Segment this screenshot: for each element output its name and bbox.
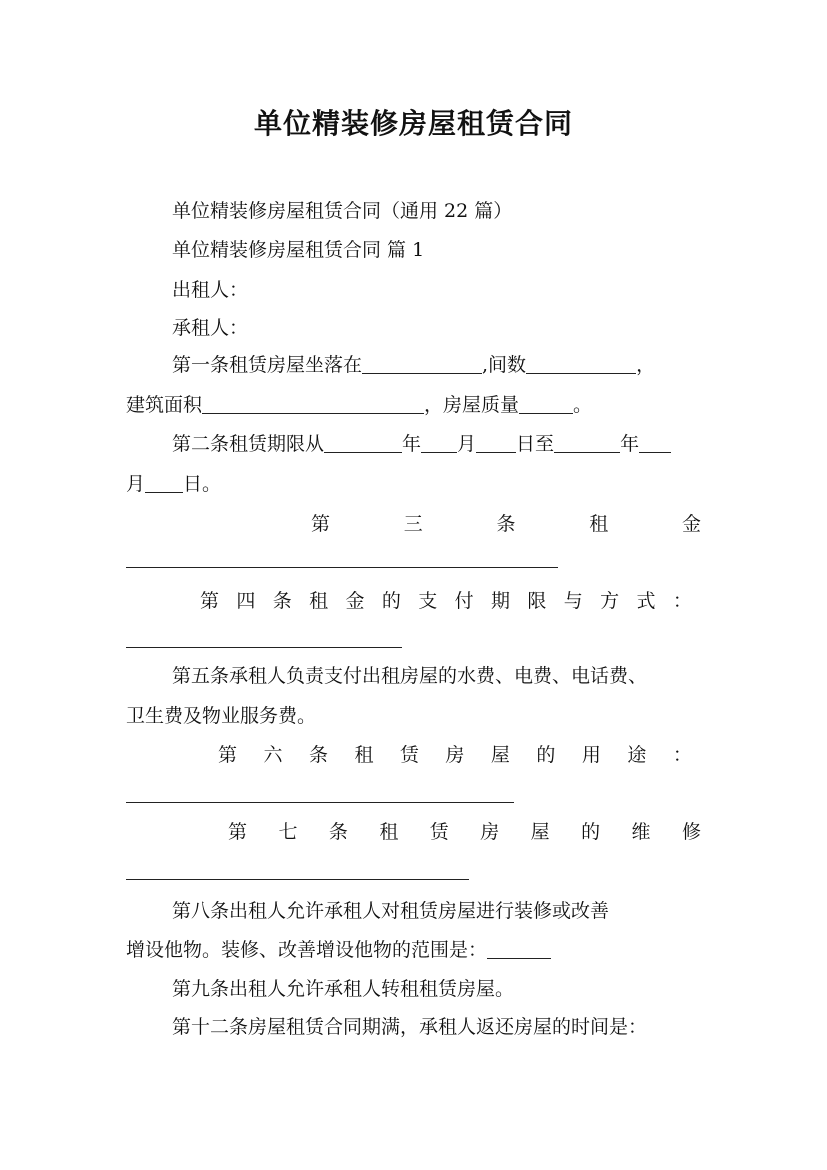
article-5-line-1: 第五条承租人负责支付出租房屋的水费、电费、电话费、 [172,665,648,687]
article-2-text-f: 月 [126,473,146,495]
section-heading: 单位精装修房屋租赁合同 篇 1 [172,239,425,261]
article-1-text-c: ， [636,354,656,376]
article-7-char: 屋 [530,821,550,843]
article-7-char: 七 [278,821,298,843]
article-1-line-2 [126,393,701,417]
article-2-line-1 [172,432,701,456]
start-year-blank [324,434,402,453]
article-4-char: 条 [272,590,292,612]
room-count-blank [526,355,636,374]
article-4-char: 与 [563,590,583,612]
article-6-char: 的 [536,744,556,766]
article-2-text-d: 日至 [516,433,555,455]
repair-blank [126,879,469,880]
article-6-char: 六 [263,744,283,766]
article-2-text-e: 年 [620,433,640,455]
article-1-text-d: 建筑面积 [126,394,203,416]
end-day-blank [145,474,183,493]
article-1-line-1 [172,353,701,377]
payment-terms-blank [126,647,402,648]
article-1-text-b: ,间数 [482,354,527,376]
rent-blank [126,567,558,568]
article-4-char: 四 [236,590,256,612]
article-4-heading [200,589,692,613]
article-4-char: 支 [418,590,438,612]
document-title: 单位精装修房屋租赁合同 [253,107,573,140]
article-2-text-a: 第二条租赁期限从 [172,433,325,455]
article-7-char: 赁 [429,821,449,843]
article-7-char: 的 [581,821,601,843]
article-4-char: 的 [381,590,401,612]
article-6-char: 条 [308,744,328,766]
quality-blank [519,395,573,414]
article-3-char: 金 [681,513,701,535]
article-4-char: 租 [309,590,329,612]
article-6-char: 赁 [399,744,419,766]
article-3-char: 三 [403,513,423,535]
article-6-char: 用 [581,744,601,766]
article-7-heading [228,820,701,844]
article-8-text: 增设他物。装修、改善增设他物的范围是： [126,939,488,961]
article-7-char: 房 [480,821,500,843]
end-month-blank [639,434,671,453]
end-year-blank [554,434,620,453]
article-1-text-f: 。 [573,394,593,416]
article-3-char: 条 [496,513,516,535]
lessor-line: 出租人： [172,279,249,301]
article-7-char: 租 [379,821,399,843]
usage-blank [126,802,514,803]
floor-area-blank [202,395,424,414]
article-6-char: 租 [354,744,374,766]
article-7-char: 条 [328,821,348,843]
article-4-char: ： [672,590,692,612]
article-6-char: 途 [627,744,647,766]
article-7-char: 维 [631,821,651,843]
start-month-blank [421,434,457,453]
article-2-text-c: 月 [457,433,477,455]
article-3-heading [311,512,701,536]
article-7-char: 第 [228,821,248,843]
article-12-line: 第十二条房屋租赁合同期满，承租人返还房屋的时间是： [172,1016,648,1038]
article-2-text-b: 年 [402,433,422,455]
article-6-char: 第 [218,744,238,766]
article-3-char: 租 [589,513,609,535]
article-4-char: 限 [527,590,547,612]
article-1-text-e: ，房屋质量 [424,394,520,416]
article-9-line: 第九条出租人允许承租人转租租赁房屋。 [172,978,515,1000]
article-8-line-1: 第八条出租人允许承租人对租赁房屋进行装修或改善 [172,900,610,922]
article-4-char: 付 [454,590,474,612]
renovation-scope-blank [487,940,551,959]
article-3-char: 第 [311,513,331,535]
article-2-text-g: 日。 [183,473,222,495]
article-1-text-a: 第一条租赁房屋坐落在 [172,354,363,376]
article-5-line-2: 卫生费及物业服务费。 [126,705,317,727]
article-6-heading [218,743,692,767]
article-2-line-2 [126,472,701,496]
article-4-char: 第 [200,590,220,612]
location-blank [362,355,482,374]
article-6-char: ： [672,744,692,766]
article-4-char: 式 [636,590,656,612]
article-4-char: 方 [600,590,620,612]
article-6-char: 屋 [490,744,510,766]
article-4-char: 期 [491,590,511,612]
document-subtitle: 单位精装修房屋租赁合同（通用 22 篇） [172,200,513,222]
article-7-char: 修 [681,821,701,843]
start-day-blank [476,434,516,453]
article-6-char: 房 [445,744,465,766]
article-8-line-2 [126,938,701,962]
lessee-line: 承租人： [172,317,249,339]
article-4-char: 金 [345,590,365,612]
